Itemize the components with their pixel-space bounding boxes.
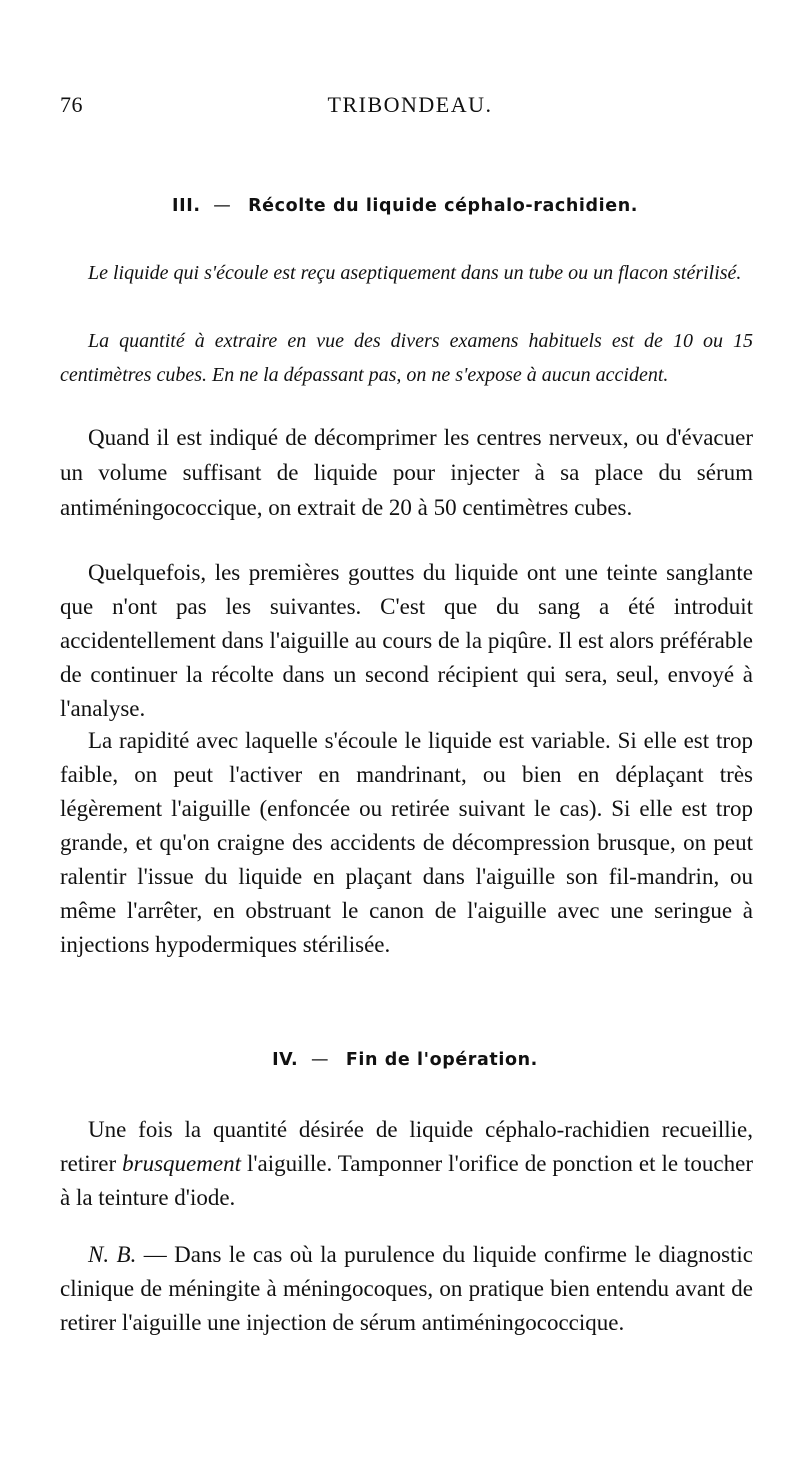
section-heading-iv — [60, 1050, 750, 1070]
italic-note-paragraph: Le liquide qui s'écoule est reçu aseptiquement dans un tube ou un flacon stérilisé. — [88, 262, 742, 284]
body-paragraph: Quelquefois, les premières gouttes du liquide ont une teinte sanglante que n'ont pas les suivantes. C'est que du sang a été introduit accidentellement dans l'aiguille au cours de la piqûre. Il est alors préférable de continuer la récolte dans un second récipient qui sera, seul, envoyé à l'analyse. — [60, 560, 753, 721]
section-number: IV. — [272, 1050, 299, 1070]
body-paragraph — [60, 1113, 753, 1215]
paragraph-text: l'aiguille. Tamponner l'orifice de ponction et le toucher à la teinture d'iode. — [60, 1151, 753, 1210]
section-heading-iii — [60, 196, 750, 216]
section-number: III. — [171, 196, 201, 216]
nota-bene-text: — Dans le cas où la purulence du liquide confirme le diagnostic clinique de méningite à méningocoques, on pratique bien entendu avant de retirer l'aiguille une injection de sérum antiméningococcique. — [60, 1242, 754, 1335]
section-dash: — — [311, 1050, 330, 1070]
section-title: Fin de l'opération. — [345, 1050, 538, 1070]
body-paragraph: La rapidité avec laquelle s'écoule le liquide est variable. Si elle est trop faible, on peut l'activer en mandrinant, ou bien en déplaçant très légèrement l'aiguille (enfoncée ou retirée suivant le cas). Si elle est trop grande, et qu'on craigne des accidents de décompression brusque, on peut ralentir l'issue du liquide en plaçant dans l'aiguille son fil-mandrin, ou même l'arrêter, en obstruant le canon de l'aiguille avec une seringue à injections hypodermiques stérilisée. — [60, 728, 753, 957]
page-number: 76 — [60, 92, 83, 117]
running-head — [60, 92, 760, 122]
paragraph-text: Une fois la quantité désirée de liquide céphalo-rachidien recueillie, retirer — [60, 1117, 753, 1176]
section-title: Récolte du liquide céphalo-rachidien. — [248, 196, 638, 216]
section-dash: — — [213, 196, 232, 216]
nota-bene-label: N. B. — [88, 1242, 137, 1267]
italic-note-paragraph: La quantité à extraire en vue des divers examens habituels est de 10 ou 15 centimètres cubes. En ne la dépassant pas, on ne s'expose à aucun accident. — [60, 330, 753, 386]
nota-bene-paragraph — [60, 1238, 753, 1340]
emphasis-text: brusquement — [122, 1151, 241, 1176]
body-paragraph: Quand il est indiqué de décomprimer les centres nerveux, ou d'évacuer un volume suffisant de liquide pour injecter à sa place du sérum antiméningococcique, on extrait de 20 à 50 centimètres cubes. — [60, 425, 753, 520]
running-title: TRIBONDEAU. — [327, 92, 493, 117]
